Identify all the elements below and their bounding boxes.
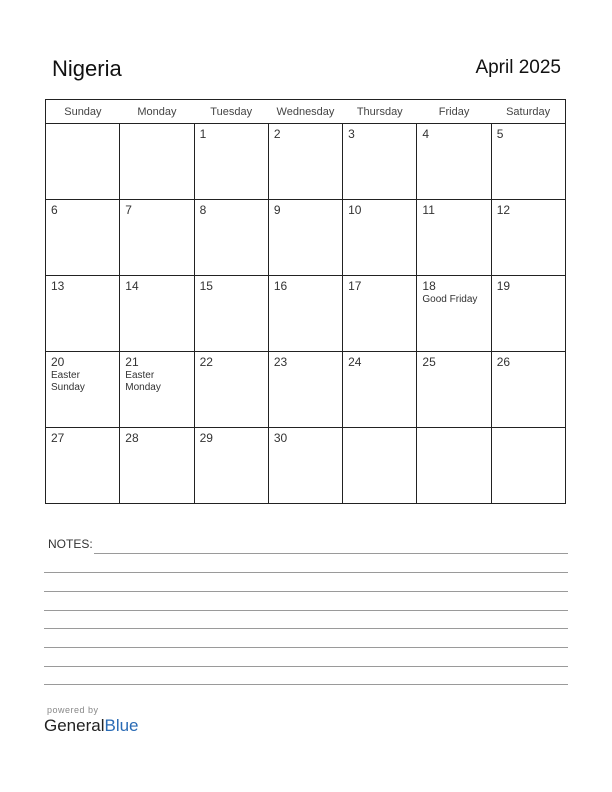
day-cell <box>491 352 565 428</box>
day-cell <box>120 276 194 352</box>
holiday-label: Easter Monday <box>125 370 161 393</box>
day-cell <box>491 124 565 200</box>
calendar-grid <box>45 99 566 504</box>
week-row <box>46 428 566 504</box>
day-number: 27 <box>51 431 65 445</box>
day-number: 20 <box>51 355 65 369</box>
notes-label: NOTES: <box>48 537 93 551</box>
note-line <box>44 684 568 685</box>
day-number: 18 <box>422 279 436 293</box>
day-number: 26 <box>496 355 511 369</box>
day-number: 11 <box>422 203 435 217</box>
day-cell <box>268 200 342 276</box>
week-row <box>46 124 566 200</box>
day-number: 19 <box>496 279 511 293</box>
day-cell <box>417 352 491 428</box>
day-cell <box>417 276 491 352</box>
day-number: 28 <box>125 431 139 445</box>
day-cell <box>268 124 342 200</box>
day-cell <box>417 124 491 200</box>
weekday-header: Saturday <box>491 100 565 124</box>
day-cell <box>194 352 268 428</box>
weekday-header-row <box>46 100 566 124</box>
country-title: Nigeria <box>52 56 122 81</box>
weekday-header: Wednesday <box>268 100 342 124</box>
day-number: 3 <box>348 127 355 141</box>
day-cell <box>268 352 342 428</box>
day-number: 30 <box>273 431 288 445</box>
weekday-header: Friday <box>417 100 491 124</box>
day-number: 24 <box>348 355 362 369</box>
day-cell <box>46 352 120 428</box>
note-line <box>44 572 568 573</box>
day-cell <box>417 428 491 504</box>
day-number: 23 <box>273 355 288 369</box>
day-number: 16 <box>273 279 288 293</box>
weekday-header: Sunday <box>46 100 120 124</box>
day-number: 4 <box>422 127 430 141</box>
day-cell <box>120 124 194 200</box>
weekday-header: Monday <box>120 100 194 124</box>
brand-general: General <box>44 716 105 735</box>
day-number: 25 <box>422 355 436 369</box>
note-line <box>44 647 568 648</box>
note-line <box>44 610 568 611</box>
week-row <box>46 276 566 352</box>
note-line <box>44 666 568 667</box>
day-number: 22 <box>199 355 213 369</box>
day-cell <box>343 276 417 352</box>
day-cell <box>343 352 417 428</box>
day-cell <box>491 428 565 504</box>
day-cell <box>46 428 120 504</box>
day-number: 8 <box>199 203 207 217</box>
week-row <box>46 200 566 276</box>
day-number: 14 <box>125 279 139 293</box>
day-number: 9 <box>273 203 281 217</box>
weekday-header: Tuesday <box>194 100 268 124</box>
day-number: 1 <box>199 127 207 141</box>
day-number: 29 <box>199 431 213 445</box>
day-cell <box>194 276 268 352</box>
day-number: 10 <box>348 203 362 217</box>
month-title: April 2025 <box>475 57 561 78</box>
day-cell <box>194 200 268 276</box>
day-cell <box>46 200 120 276</box>
day-number: 7 <box>125 203 132 217</box>
day-cell <box>343 428 417 504</box>
day-cell <box>194 428 268 504</box>
day-cell <box>268 428 342 504</box>
day-cell <box>46 276 120 352</box>
holiday-label: Easter Sunday <box>51 370 85 393</box>
day-cell <box>491 200 565 276</box>
day-number: 17 <box>348 279 362 293</box>
day-cell <box>417 200 491 276</box>
day-cell <box>120 200 194 276</box>
day-number: 6 <box>51 203 58 217</box>
day-cell <box>120 428 194 504</box>
day-cell <box>46 124 120 200</box>
day-number: 12 <box>496 203 511 217</box>
day-cell <box>343 200 417 276</box>
note-line <box>44 591 568 592</box>
day-cell <box>343 124 417 200</box>
brand-logo[interactable] <box>44 716 139 736</box>
note-line <box>94 553 568 554</box>
day-number: 2 <box>273 127 281 141</box>
day-cell <box>268 276 342 352</box>
powered-by-text: powered by <box>47 705 99 715</box>
weekday-header: Thursday <box>343 100 417 124</box>
day-cell <box>491 276 565 352</box>
note-line <box>44 628 568 629</box>
day-number: 15 <box>199 279 213 293</box>
day-number: 21 <box>125 355 139 369</box>
week-row <box>46 352 566 428</box>
day-cell <box>120 352 194 428</box>
day-number: 13 <box>51 279 65 293</box>
day-number: 5 <box>496 127 504 141</box>
holiday-label: Good Friday <box>422 294 478 305</box>
day-cell <box>194 124 268 200</box>
brand-blue: Blue <box>104 716 139 735</box>
